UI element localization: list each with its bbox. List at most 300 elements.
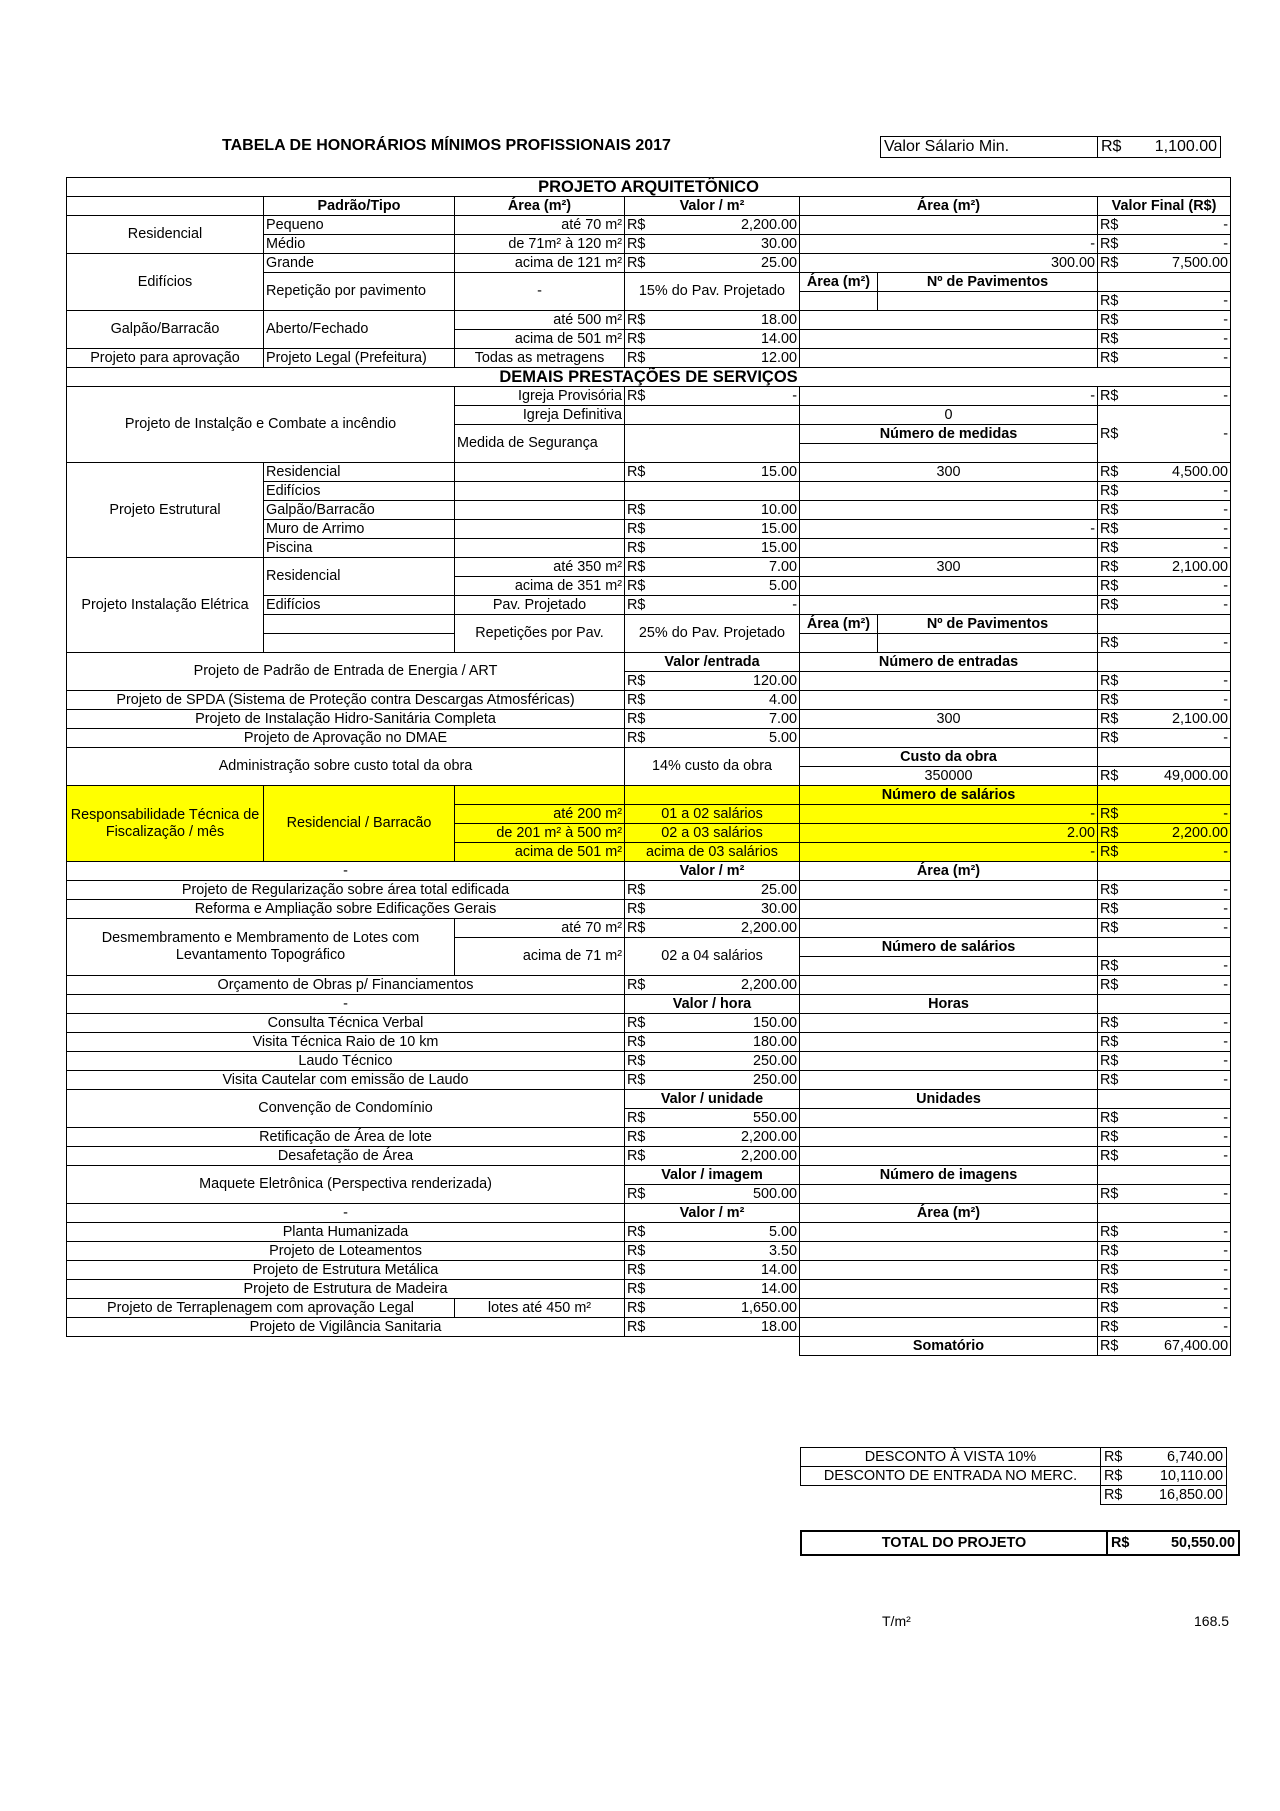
cell-value: - — [1223, 805, 1229, 822]
table-cell — [800, 1052, 1098, 1071]
currency-symbol: R$ — [1104, 1468, 1123, 1484]
table-row — [67, 311, 1231, 330]
table-cell — [800, 577, 1098, 596]
table-cell — [455, 482, 625, 501]
table-cell: Edifícios — [264, 596, 455, 615]
table-cell — [800, 957, 1098, 976]
table-cell — [1098, 748, 1231, 767]
table-cell — [800, 596, 1098, 615]
table-cell: Pav. Projetado — [455, 596, 625, 615]
cell-value: 250.00 — [752, 1071, 797, 1088]
currency-symbol: R$ — [1100, 520, 1119, 537]
section-title-other-services: DEMAIS PRESTAÇÕES DE SERVIÇOS — [67, 368, 1231, 387]
cell-value: - — [1223, 539, 1229, 556]
currency-symbol: R$ — [627, 463, 646, 480]
discount-table — [800, 1447, 1227, 1505]
cell-value: 15.00 — [760, 463, 797, 480]
cell-value: 49,000.00 — [1164, 767, 1229, 784]
row-label: Projeto para aprovação — [67, 349, 264, 368]
cell-value: 25.00 — [760, 254, 797, 271]
row-label: Visita Técnica Raio de 10 km — [67, 1033, 625, 1052]
table-cell — [800, 444, 1098, 463]
somatorio-label: Somatório — [800, 1337, 1098, 1356]
currency-symbol: R$ — [1104, 1449, 1123, 1465]
table-cell: 0 — [800, 406, 1098, 425]
cell-value: 2,100.00 — [1172, 710, 1229, 727]
cell-value: 30.00 — [760, 900, 797, 917]
table-cell — [1098, 1185, 1231, 1204]
cell-value: 1,650.00 — [740, 1299, 797, 1316]
currency-symbol: R$ — [1100, 216, 1119, 233]
table-cell — [1098, 710, 1231, 729]
table-row — [67, 1033, 1231, 1052]
section-title-architectural: PROJETO ARQUITETÔNICO — [67, 178, 1231, 197]
table-cell — [1098, 938, 1231, 957]
table-cell — [1098, 501, 1231, 520]
currency-symbol: R$ — [1100, 539, 1119, 556]
table-cell — [1098, 292, 1231, 311]
table-cell: 02 a 03 salários — [625, 824, 800, 843]
table-cell — [1098, 1071, 1231, 1090]
table-cell: Valor / hora — [625, 995, 800, 1014]
table-cell: até 350 m² — [455, 558, 625, 577]
row-label: Residencial — [67, 216, 264, 254]
table-cell: Unidades — [800, 1090, 1098, 1109]
row-label: Projeto de Terraplenagem com aprovação Legal — [67, 1299, 455, 1318]
currency-symbol: R$ — [627, 976, 646, 993]
table-cell — [800, 1318, 1098, 1337]
table-row — [67, 1147, 1231, 1166]
table-cell: Valor / m² — [625, 1204, 800, 1223]
table-cell — [1098, 1014, 1231, 1033]
row-label: Reforma e Ampliação sobre Edificações Gerais — [67, 900, 625, 919]
currency-symbol: R$ — [1100, 767, 1119, 784]
cell-value: - — [1223, 330, 1229, 347]
table-cell — [1098, 672, 1231, 691]
currency-symbol: R$ — [627, 577, 646, 594]
table-cell: - — [800, 805, 1098, 824]
table-row — [67, 387, 1231, 406]
cell-value: 2,200.00 — [740, 919, 797, 936]
table-cell: Galpão/Barracão — [264, 501, 455, 520]
cell-value: - — [1223, 1318, 1229, 1335]
currency-symbol: R$ — [1100, 558, 1119, 575]
cell-value: - — [1223, 1071, 1229, 1088]
table-cell — [625, 786, 800, 805]
table-row — [801, 1531, 1239, 1555]
table-cell — [800, 1128, 1098, 1147]
table-cell — [1098, 1052, 1231, 1071]
cell-value: - — [1223, 1242, 1229, 1259]
min-wage-currency: R$ — [1101, 138, 1122, 155]
table-cell — [625, 1299, 800, 1318]
table-cell — [1098, 691, 1231, 710]
cell-value: 14.00 — [760, 1261, 797, 1278]
table-cell — [625, 1033, 800, 1052]
table-cell: Todas as metragens — [455, 349, 625, 368]
currency-symbol: R$ — [1111, 1535, 1130, 1551]
table-cell — [455, 539, 625, 558]
cell-value: 16,850.00 — [1158, 1487, 1223, 1503]
cell-value: - — [1223, 1128, 1229, 1145]
table-cell — [800, 729, 1098, 748]
table-cell — [67, 197, 264, 216]
currency-symbol: R$ — [1100, 330, 1119, 347]
table-cell: de 201 m² à 500 m² — [455, 824, 625, 843]
discount-row — [801, 1486, 1227, 1505]
cell-value: - — [1223, 1185, 1229, 1202]
table-row — [67, 691, 1231, 710]
table-cell — [625, 710, 800, 729]
currency-symbol: R$ — [1100, 1242, 1119, 1259]
table-row — [67, 1242, 1231, 1261]
cell-value: 7.00 — [768, 558, 797, 575]
cell-value: - — [1223, 1147, 1229, 1164]
currency-symbol: R$ — [1100, 1033, 1119, 1050]
currency-symbol: R$ — [1100, 1185, 1119, 1202]
table-cell — [1098, 1090, 1231, 1109]
cell-value: 15.00 — [760, 520, 797, 537]
currency-symbol: R$ — [1100, 729, 1119, 746]
cell-value: 5.00 — [768, 577, 797, 594]
row-label: Laudo Técnico — [67, 1052, 625, 1071]
table-cell — [1098, 919, 1231, 938]
currency-symbol: R$ — [1100, 596, 1119, 613]
currency-symbol: R$ — [1100, 1261, 1119, 1278]
currency-symbol: R$ — [627, 501, 646, 518]
table-row — [67, 900, 1231, 919]
table-cell: - — [67, 862, 625, 881]
table-cell: Igreja Definitiva — [455, 406, 625, 425]
table-cell: 14% custo da obra — [625, 748, 800, 786]
currency-symbol: R$ — [627, 729, 646, 746]
row-label: Projeto de Loteamentos — [67, 1242, 625, 1261]
table-row — [67, 710, 1231, 729]
currency-symbol: R$ — [1100, 824, 1119, 841]
table-cell: Número de salários — [800, 786, 1098, 805]
currency-symbol: R$ — [627, 710, 646, 727]
table-cell: Aberto/Fechado — [264, 311, 455, 349]
cell-value: 2,200.00 — [740, 1147, 797, 1164]
table-cell — [800, 1299, 1098, 1318]
table-cell: Número de entradas — [800, 653, 1098, 672]
table-cell — [800, 1109, 1098, 1128]
table-cell — [1098, 387, 1231, 406]
table-cell — [1098, 1242, 1231, 1261]
table-cell: - — [800, 235, 1098, 254]
table-cell — [800, 1223, 1098, 1242]
table-cell: acima de 501 m² — [455, 843, 625, 862]
table-cell — [1098, 634, 1231, 653]
row-label: Desafetação de Área — [67, 1147, 625, 1166]
cell-value: 15.00 — [760, 539, 797, 556]
cell-value: 2,200.00 — [1172, 824, 1229, 841]
table-cell — [800, 691, 1098, 710]
table-cell — [625, 1223, 800, 1242]
cell-value: - — [792, 596, 797, 613]
table-cell: 300 — [800, 558, 1098, 577]
table-cell — [625, 691, 800, 710]
table-row — [67, 178, 1231, 197]
cell-value: 18.00 — [760, 1318, 797, 1335]
table-row — [67, 881, 1231, 900]
table-cell: acima de 71 m² — [455, 938, 625, 976]
table-cell — [1098, 463, 1231, 482]
min-wage-label: Valor Sálario Min. — [881, 137, 1098, 158]
table-cell — [1098, 349, 1231, 368]
currency-symbol: R$ — [1100, 634, 1119, 651]
table-cell — [625, 1109, 800, 1128]
cell-value: - — [1223, 425, 1229, 442]
currency-symbol: R$ — [1100, 1109, 1119, 1126]
table-cell — [1098, 1223, 1231, 1242]
fee-table — [66, 177, 1231, 1356]
table-cell: Nº de Pavimentos — [878, 273, 1098, 292]
table-cell — [1101, 1467, 1227, 1486]
table-cell: 350000 — [800, 767, 1098, 786]
table-cell: 15% do Pav. Projetado — [625, 273, 800, 311]
table-cell: - — [800, 843, 1098, 862]
table-cell — [625, 311, 800, 330]
cell-value: - — [1223, 900, 1229, 917]
table-row — [67, 1261, 1231, 1280]
col-area2: Área (m²) — [800, 197, 1098, 216]
table-cell — [1098, 596, 1231, 615]
cell-value: - — [792, 387, 797, 404]
currency-symbol: R$ — [1100, 1014, 1119, 1031]
discount-row — [801, 1467, 1227, 1486]
cell-value: - — [1223, 1052, 1229, 1069]
table-row — [67, 216, 1231, 235]
currency-symbol: R$ — [627, 1147, 646, 1164]
table-cell: Área (m²) — [800, 862, 1098, 881]
cell-value: - — [1223, 672, 1229, 689]
table-cell — [455, 501, 625, 520]
table-cell — [1098, 1299, 1231, 1318]
currency-symbol: R$ — [1100, 577, 1119, 594]
cell-value: - — [1223, 634, 1229, 651]
table-cell: de 71m² à 120 m² — [455, 235, 625, 254]
row-label: Projeto Estrutural — [67, 463, 264, 558]
table-cell — [800, 1185, 1098, 1204]
currency-symbol: R$ — [627, 1299, 646, 1316]
currency-symbol: R$ — [1100, 387, 1119, 404]
table-cell — [625, 1014, 800, 1033]
cell-value: - — [1223, 1033, 1229, 1050]
currency-symbol: R$ — [627, 1014, 646, 1031]
cell-value: 4,500.00 — [1172, 463, 1229, 480]
currency-symbol: R$ — [627, 1242, 646, 1259]
cell-value: 18.00 — [760, 311, 797, 328]
table-cell: Valor / unidade — [625, 1090, 800, 1109]
table-cell: 300 — [800, 710, 1098, 729]
table-row — [67, 1318, 1231, 1337]
table-row — [67, 1090, 1231, 1109]
cell-value: - — [1223, 1014, 1229, 1031]
table-cell — [625, 520, 800, 539]
table-cell: 25% do Pav. Projetado — [625, 615, 800, 653]
total-label: TOTAL DO PROJETO — [801, 1531, 1107, 1555]
cell-value: - — [1223, 881, 1229, 898]
row-label: Projeto de Aprovação no DMAE — [67, 729, 625, 748]
table-cell: Edifícios — [264, 482, 455, 501]
currency-symbol: R$ — [627, 216, 646, 233]
currency-symbol: R$ — [1100, 482, 1119, 499]
row-label: Edifícios — [67, 254, 264, 311]
currency-symbol: R$ — [1100, 710, 1119, 727]
somatorio-value: 67,400.00 — [1164, 1337, 1229, 1354]
table-cell — [455, 520, 625, 539]
table-cell: acima de 351 m² — [455, 577, 625, 596]
table-row — [67, 1166, 1231, 1185]
currency-symbol: R$ — [627, 235, 646, 252]
table-cell: Número de salários — [800, 938, 1098, 957]
min-wage-box — [880, 136, 1221, 158]
table-cell — [1098, 843, 1231, 862]
currency-symbol: R$ — [627, 596, 646, 613]
cell-value: - — [1223, 387, 1229, 404]
row-label: Responsabilidade Técnica de Fiscalização / mês — [67, 786, 264, 862]
cell-value: 500.00 — [752, 1185, 797, 1202]
currency-symbol: R$ — [1100, 235, 1119, 252]
table-cell — [625, 1261, 800, 1280]
table-cell — [625, 1147, 800, 1166]
currency-symbol: R$ — [1100, 349, 1119, 366]
currency-symbol: R$ — [627, 1052, 646, 1069]
currency-symbol: R$ — [1100, 672, 1119, 689]
table-cell — [1098, 1337, 1231, 1356]
table-cell — [67, 1337, 800, 1356]
cell-value: 10.00 — [760, 501, 797, 518]
table-row — [67, 1280, 1231, 1299]
cell-value: 6,740.00 — [1166, 1449, 1223, 1465]
table-cell: Piscina — [264, 539, 455, 558]
table-cell — [1098, 482, 1231, 501]
cell-value: - — [1223, 482, 1229, 499]
table-row — [67, 919, 1231, 938]
currency-symbol: R$ — [1100, 254, 1119, 271]
table-cell — [455, 463, 625, 482]
row-label: Projeto de Estrutura Metálica — [67, 1261, 625, 1280]
row-label: Consulta Técnica Verbal — [67, 1014, 625, 1033]
row-label: Convenção de Condomínio — [67, 1090, 625, 1128]
table-cell — [1098, 729, 1231, 748]
table-cell — [800, 1147, 1098, 1166]
currency-symbol: R$ — [1100, 501, 1119, 518]
table-cell — [800, 1261, 1098, 1280]
table-cell: - — [800, 387, 1098, 406]
table-cell: Pequeno — [264, 216, 455, 235]
table-cell: - — [800, 520, 1098, 539]
table-cell — [625, 216, 800, 235]
row-label: Retificação de Área de lote — [67, 1128, 625, 1147]
table-cell — [801, 1486, 1101, 1505]
cell-value: - — [1223, 1280, 1229, 1297]
table-row — [67, 558, 1231, 577]
row-label: Visita Cautelar com emissão de Laudo — [67, 1071, 625, 1090]
table-cell — [1098, 805, 1231, 824]
currency-symbol: R$ — [627, 1128, 646, 1145]
cell-value: 14.00 — [760, 1280, 797, 1297]
table-cell: até 200 m² — [455, 805, 625, 824]
table-row — [67, 976, 1231, 995]
cell-value: - — [1223, 349, 1229, 366]
cell-value: 12.00 — [760, 349, 797, 366]
table-cell: Igreja Provisória — [455, 387, 625, 406]
table-cell — [1107, 1531, 1239, 1555]
cell-value: - — [1223, 843, 1229, 860]
currency-symbol: R$ — [1100, 1337, 1119, 1354]
table-cell: - — [455, 273, 625, 311]
table-cell — [625, 1128, 800, 1147]
table-cell — [1098, 786, 1231, 805]
cell-value: - — [1223, 1109, 1229, 1126]
table-cell — [1098, 1261, 1231, 1280]
table-cell — [1098, 216, 1231, 235]
currency-symbol: R$ — [1100, 1299, 1119, 1316]
table-cell — [625, 1052, 800, 1071]
table-cell — [264, 634, 455, 653]
currency-symbol: R$ — [627, 387, 646, 404]
total-value: 50,550.00 — [1170, 1535, 1235, 1551]
cell-value: - — [1223, 919, 1229, 936]
cell-value: - — [1223, 596, 1229, 613]
row-label: Projeto de Vigilância Sanitaria — [67, 1318, 625, 1337]
table-cell — [1098, 767, 1231, 786]
cell-value: 2,200.00 — [740, 976, 797, 993]
table-row — [67, 786, 1231, 805]
table-cell: Repetição por pavimento — [264, 273, 455, 311]
currency-symbol: R$ — [1100, 311, 1119, 328]
table-cell — [1098, 1318, 1231, 1337]
table-cell — [800, 1242, 1098, 1261]
table-cell: Grande — [264, 254, 455, 273]
currency-symbol: R$ — [627, 1223, 646, 1240]
table-cell — [1098, 520, 1231, 539]
table-cell — [1098, 1147, 1231, 1166]
table-row — [881, 137, 1221, 158]
row-label: Projeto Instalação Elétrica — [67, 558, 264, 653]
currency-symbol: R$ — [1100, 1071, 1119, 1088]
table-cell — [1098, 1166, 1231, 1185]
cell-value: - — [1223, 520, 1229, 537]
table-cell — [1098, 1033, 1231, 1052]
table-cell — [1098, 1280, 1231, 1299]
table-cell — [625, 558, 800, 577]
currency-symbol: R$ — [1100, 900, 1119, 917]
cell-value: - — [1223, 311, 1229, 328]
table-cell: Repetições por Pav. — [455, 615, 625, 653]
cell-value: 25.00 — [760, 881, 797, 898]
table-cell — [625, 387, 800, 406]
table-cell — [878, 634, 1098, 653]
table-cell — [1098, 577, 1231, 596]
table-cell — [1098, 235, 1231, 254]
table-cell: Residencial — [264, 463, 455, 482]
row-label: Maquete Eletrônica (Perspectiva renderizada) — [67, 1166, 625, 1204]
somatorio-row — [67, 1337, 1231, 1356]
currency-symbol: R$ — [1100, 1052, 1119, 1069]
cell-value: - — [1223, 976, 1229, 993]
currency-symbol: R$ — [627, 919, 646, 936]
currency-symbol: R$ — [1100, 1147, 1119, 1164]
currency-symbol: R$ — [1100, 1280, 1119, 1297]
currency-symbol: R$ — [627, 558, 646, 575]
currency-symbol: R$ — [1100, 292, 1119, 309]
table-cell — [625, 881, 800, 900]
table-cell — [1098, 311, 1231, 330]
col-valor-m2: Valor / m² — [625, 197, 800, 216]
